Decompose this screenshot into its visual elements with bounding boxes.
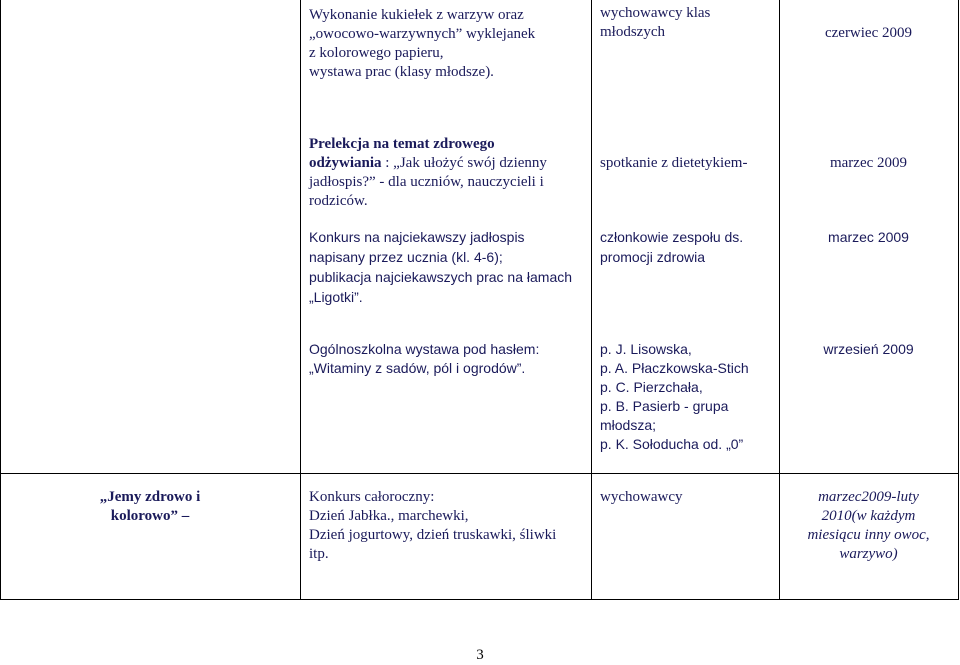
responsible-line: p. K. Sołoducha od. „0”	[600, 436, 744, 452]
date-text: czerwiec 2009	[824, 25, 913, 41]
event-line: odżywiania : „Jak ułożyć swój dzienny	[309, 155, 547, 171]
date-line: miesiącu inny owoc,	[807, 527, 930, 543]
event-line: z kolorowego papieru,	[309, 45, 444, 61]
responsible-line: promocji zdrowia	[600, 249, 706, 265]
event-line-bold: odżywiania	[309, 155, 382, 171]
event-line	[309, 135, 594, 154]
date-text: wrzesień 2009	[823, 341, 914, 357]
date-line: warzywo)	[839, 546, 898, 562]
page-number: 3	[476, 647, 484, 663]
date-cell	[779, 24, 958, 43]
table-column-divider	[300, 0, 301, 600]
event-line: „Ligotki”.	[309, 289, 363, 305]
responsible-line: młodszych	[600, 24, 665, 40]
event-line: publikacja najciekawszych prac na łamach	[309, 269, 573, 285]
date-text: marzec 2009	[828, 229, 909, 245]
responsible-line: wychowawcy	[600, 489, 683, 505]
date-cell	[779, 488, 958, 564]
event-line: wystawa prac (klasy młodsze).	[309, 64, 494, 80]
table-border-bottom	[0, 599, 959, 600]
theme-line: kolorowo” –	[110, 508, 190, 524]
event-line: napisany przez ucznia (kl. 4-6);	[309, 249, 503, 265]
date-text: marzec 2009	[829, 155, 908, 171]
event-line: itp.	[309, 546, 329, 562]
event-cell	[309, 135, 594, 211]
event-line: „Witaminy z sadów, pól i ogrodów”.	[309, 360, 526, 376]
date-line: marzec2009-luty	[818, 489, 919, 505]
responsible-cell	[600, 488, 780, 507]
event-line: Dzień jogurtowy, dzień truskawki, śliwki	[309, 527, 557, 543]
theme-line: „Jemy zdrowo i	[99, 489, 201, 505]
event-line-bold: Prelekcja na temat zdrowego	[309, 136, 495, 152]
responsible-line: członkowie zespołu ds.	[600, 229, 744, 245]
responsible-line: młodsza;	[600, 417, 657, 433]
responsible-cell	[600, 4, 780, 42]
event-cell	[309, 340, 594, 378]
table-row-divider	[0, 473, 959, 474]
responsible-cell	[600, 154, 780, 173]
responsible-cell	[600, 227, 780, 267]
date-cell	[779, 227, 958, 247]
date-cell	[779, 154, 958, 173]
responsible-cell	[600, 340, 780, 454]
event-line: jadłospis?” - dla uczniów, nauczycieli i	[309, 174, 544, 190]
event-line: Wykonanie kukiełek z warzyw oraz	[309, 7, 524, 23]
event-line: Ogólnoszkolna wystawa pod hasłem:	[309, 341, 540, 357]
date-line: 2010(w każdym	[821, 508, 916, 524]
event-line: Dzień Jabłka., marchewki,	[309, 508, 469, 524]
event-line: rodziców.	[309, 193, 368, 209]
event-cell	[309, 227, 594, 307]
responsible-line: p. J. Lisowska,	[600, 341, 692, 357]
responsible-line: p. C. Pierzchała,	[600, 379, 703, 395]
event-cell	[309, 6, 594, 82]
event-line: „owocowo-warzywnych” wyklejanek	[309, 26, 536, 42]
event-line: Konkurs na najciekawszy jadłospis	[309, 229, 525, 245]
responsible-line: wychowawcy klas	[600, 5, 711, 21]
responsible-line: p. B. Pasierb - grupa	[600, 398, 729, 414]
date-cell	[779, 340, 958, 359]
event-cell	[309, 488, 594, 564]
theme-cell	[0, 488, 300, 526]
responsible-line: spotkanie z dietetykiem-	[600, 155, 748, 171]
responsible-line: p. A. Płaczkowska-Stich	[600, 360, 749, 376]
table-border-right	[958, 0, 959, 600]
event-line: Konkurs całoroczny:	[309, 489, 435, 505]
